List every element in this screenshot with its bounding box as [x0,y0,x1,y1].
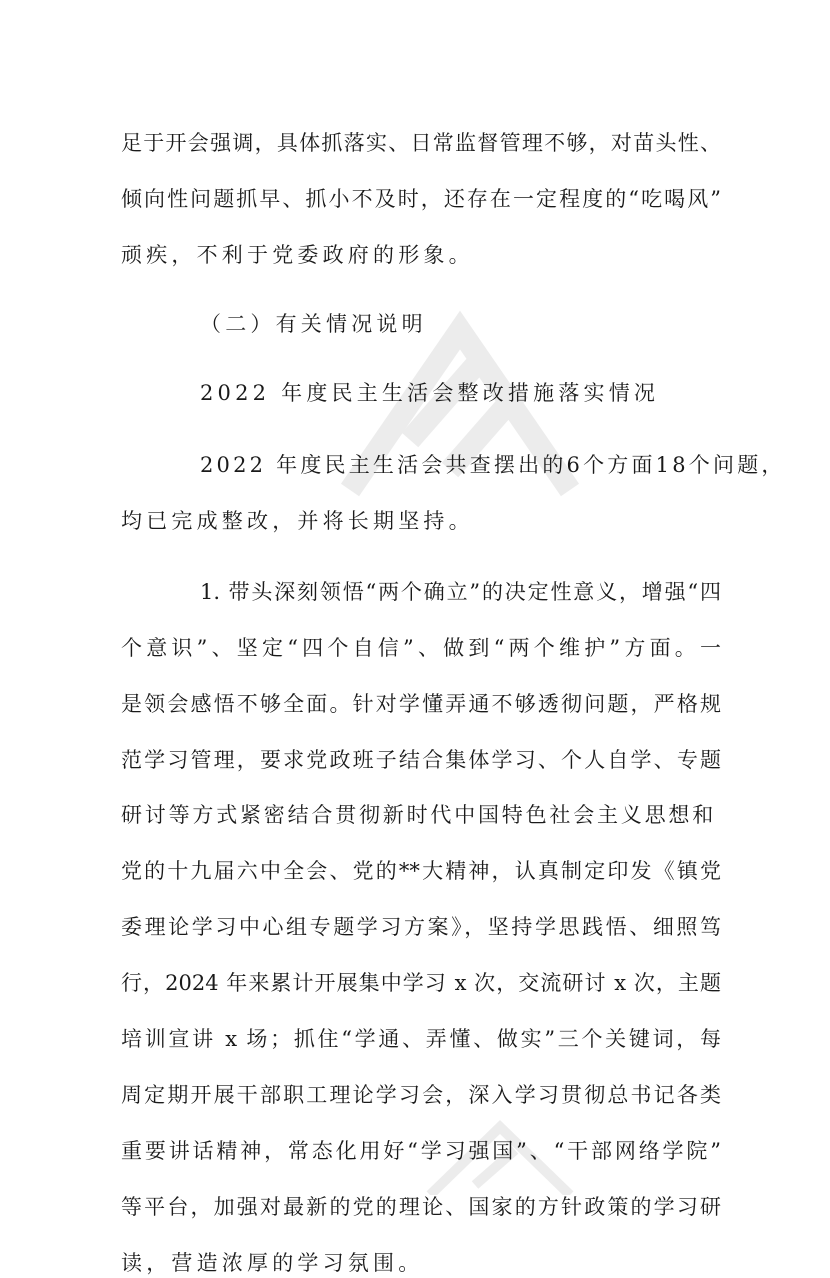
paragraph-line: 等平台，加强对最新的党的理论、国家的方针政策的学习研 [121,1195,721,1219]
paragraph-line: 范学习管理，要求党政班子结合集体学习、个人自学、专题 [121,748,721,772]
paragraph-line: 周定期开展干部职工理论学习会，深入学习贯彻总书记各类 [121,1083,721,1107]
paragraph-line: 委理论学习中心组专题学习方案》，坚持学思践悟、细照笃 [121,915,721,939]
paragraph-line: 个意识”、坚定“四个自信”、做到“两个维护”方面。一 [121,636,721,660]
subheading: 2022 年度民主生活会整改措施落实情况 [200,381,660,405]
paragraph-line: 行，2024 年来累计开展集中学习 x 次，交流研讨 x 次，主题 [121,971,721,995]
paragraph-line: 倾向性问题抓早、抓小不及时，还存在一定程度的“吃喝风” [121,187,721,211]
section-heading: （二）有关情况说明 [200,312,427,336]
paragraph-line: 均已完成整改，并将长期坚持。 [121,509,474,533]
paragraph-line: 培训宣讲 x 场；抓住“学通、弄懂、做实”三个关键词，每 [121,1027,721,1051]
paragraph-line: 是领会感悟不够全面。针对学懂弄通不够透彻问题，严格规 [121,692,721,716]
paragraph-line: 读，营造浓厚的学习氛围。 [121,1251,424,1275]
paragraph-line: 顽疾，不利于党委政府的形象。 [121,243,474,267]
paragraph-line: 2022 年度民主生活会共查摆出的6个方面18个问题， [200,453,786,477]
paragraph-line: 党的十九届六中全会、党的**大精神，认真制定印发《镇党 [121,859,721,883]
paragraph-line: 研讨等方式紧密结合贯彻新时代中国特色社会主义思想和 [121,803,716,827]
paragraph-line: 重要讲话精神，常态化用好“学习强国”、“干部网络学院” [121,1139,721,1163]
paragraph-line: 足于开会强调，具体抓落实、日常监督管理不够，对苗头性、 [121,131,721,155]
paragraph-line: 1. 带头深刻领悟“两个确立”的决定性意义，增强“四 [200,580,721,604]
